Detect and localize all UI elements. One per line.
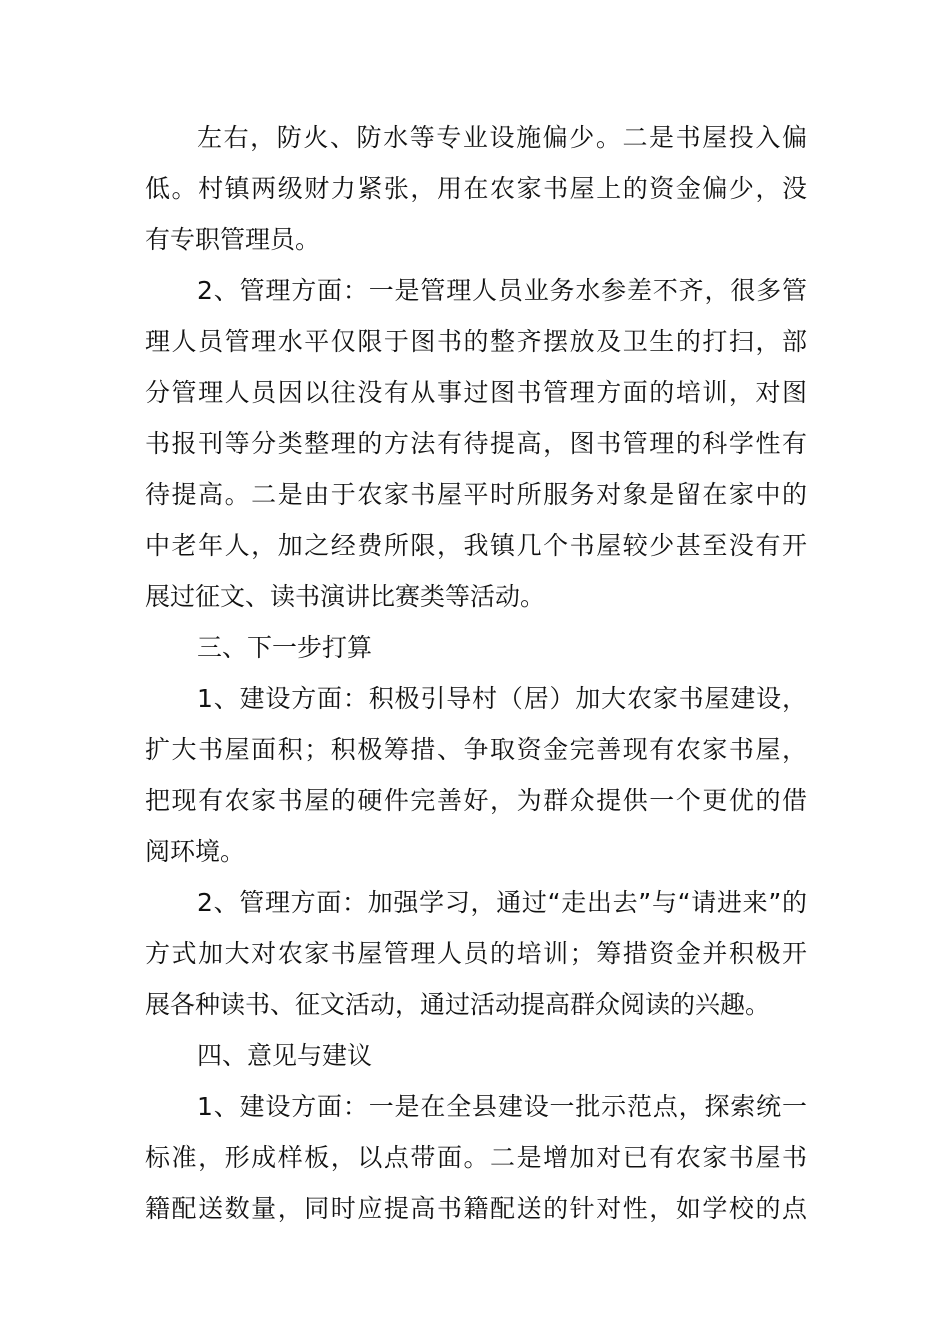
text-line: 展过征文、读书演讲比赛类等活动。 — [145, 582, 546, 611]
text-line: 分管理人员因以往没有从事过图书管理方面的培训，对图 — [145, 378, 807, 407]
text-line: 1、建设方面：积极引导村（居）加大农家书屋建设， — [197, 684, 807, 713]
text-line: 2、管理方面：加强学习，通过“走出去”与“请进来”的 — [197, 888, 807, 917]
text-line: 扩大书屋面积；积极筹措、争取资金完善现有农家书屋， — [145, 735, 807, 764]
text-line: 2、管理方面：一是管理人员业务水参差不齐，很多管 — [197, 276, 807, 305]
text-line: 书报刊等分类整理的方法有待提高，图书管理的科学性有 — [145, 429, 807, 458]
text-line: 理人员管理水平仅限于图书的整齐摆放及卫生的打扫，部 — [145, 327, 807, 356]
section-heading: 三、下一步打算 — [197, 633, 373, 662]
text-line: 方式加大对农家书屋管理人员的培训；筹措资金并积极开 — [145, 939, 807, 968]
section-heading: 四、意见与建议 — [197, 1041, 373, 1070]
text-line: 有专职管理员。 — [145, 225, 321, 254]
text-line: 左右，防火、防水等专业设施偏少。二是书屋投入偏 — [197, 123, 807, 152]
text-line: 低。村镇两级财力紧张，用在农家书屋上的资金偏少，没 — [145, 174, 807, 203]
text-line: 1、建设方面：一是在全县建设一批示范点，探索统一 — [197, 1092, 807, 1121]
text-line: 阅环境。 — [145, 837, 246, 866]
text-line: 籍配送数量，同时应提高书籍配送的针对性，如学校的点 — [145, 1194, 807, 1223]
text-line: 中老年人，加之经费所限，我镇几个书屋较少甚至没有开 — [145, 531, 807, 560]
document-page — [145, 112, 807, 1234]
text-line: 待提高。二是由于农家书屋平时所服务对象是留在家中的 — [145, 480, 807, 509]
text-line: 标准，形成样板，以点带面。二是增加对已有农家书屋书 — [145, 1143, 807, 1172]
text-line: 展各种读书、征文活动，通过活动提高群众阅读的兴趣。 — [145, 990, 771, 1019]
text-line: 把现有农家书屋的硬件完善好，为群众提供一个更优的借 — [145, 786, 807, 815]
